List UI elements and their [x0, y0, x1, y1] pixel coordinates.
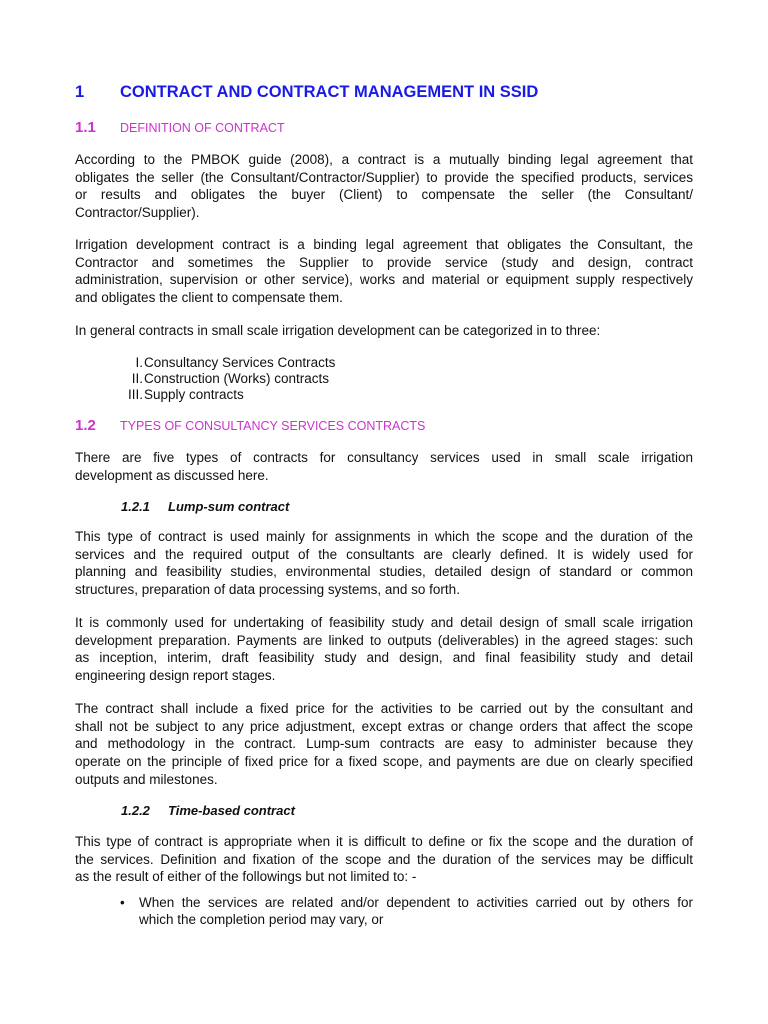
- paragraph-line: It is commonly used for undertaking of feasibility study and detail design of small scale irrigation: [75, 615, 693, 630]
- list-numeral: III.: [127, 387, 143, 402]
- paragraph-line: development preparation. Payments are linked to outputs (deliverables) in the agreed stages: such: [75, 632, 693, 648]
- paragraph-line: Contractor and sometimes the Supplier to provide service (study and design, contract: [75, 254, 693, 270]
- paragraph-line: and obligates the client to compensate them.: [75, 290, 343, 306]
- section-1-heading: [75, 83, 538, 102]
- bullet-text: [139, 895, 693, 928]
- list-item: [75, 387, 693, 403]
- paragraph-lump-sum-price: [75, 700, 693, 789]
- paragraph-categories-intro: [75, 322, 693, 340]
- paragraph-line: the services. Definition and fixation of the scope and the duration of the services may be difficult: [75, 851, 693, 867]
- section-title: DEFINITION OF CONTRACT: [120, 121, 285, 135]
- paragraph-line: structures, preparation of data processing systems, and so forth.: [75, 582, 460, 598]
- paragraph-line: Irrigation development contract is a binding legal agreement that obligates the Consultant, the: [75, 237, 693, 252]
- list-numeral: II.: [131, 371, 143, 386]
- list-item: [75, 371, 693, 387]
- list-item: [75, 355, 693, 371]
- paragraph-lump-sum-usage: [75, 528, 693, 599]
- list-text: Consultancy Services Contracts: [144, 355, 336, 370]
- list-text: Supply contracts: [144, 387, 244, 402]
- section-1-2-1-heading: [121, 499, 289, 514]
- section-title: Lump-sum contract: [168, 499, 290, 514]
- section-number: 1.2: [75, 417, 96, 434]
- paragraph-line: According to the PMBOK guide (2008), a contract is a mutually binding legal agreement that: [75, 152, 693, 167]
- list-text: Construction (Works) contracts: [144, 371, 330, 386]
- paragraph-line: services and the required output of the consultants are clearly defined. It is widely used for: [75, 546, 693, 562]
- paragraph-time-based: [75, 833, 693, 886]
- paragraph-line: This type of contract is used mainly for assignments in which the scope and the duration of the: [75, 529, 693, 544]
- paragraph-line: as inception, interim, draft feasibility study and design, and final feasibility study and detail: [75, 650, 693, 666]
- section-number: 1.2.2: [121, 803, 150, 818]
- paragraph-lump-sum-feasibility: [75, 614, 693, 685]
- paragraph-contract-definition: [75, 151, 693, 222]
- paragraph-line: engineering design report stages.: [75, 668, 276, 684]
- section-title: TYPES OF CONSULTANCY SERVICES CONTRACTS: [120, 419, 426, 433]
- paragraph-line: The contract shall include a fixed price for the activities to be carried out by the consultant and: [75, 701, 693, 716]
- section-number: 1: [75, 83, 85, 101]
- section-title: Time-based contract: [168, 803, 295, 818]
- paragraph-line: Contractor/Supplier).: [75, 205, 200, 221]
- paragraph-line: and methodology in the contract. Lump-sum contracts are easy to administer because they: [75, 736, 693, 752]
- paragraph-line: operate on the principle of fixed price for a fixed scope, and payments are due on clearly specified: [75, 754, 693, 770]
- paragraph-line: development as discussed here.: [75, 467, 269, 483]
- section-1-1-heading: [75, 119, 285, 137]
- paragraph-line: There are five types of contracts for consultancy services used in small scale irrigation: [75, 450, 693, 465]
- paragraph-line: outputs and milestones.: [75, 771, 218, 787]
- paragraph-line: In general contracts in small scale irrigation development can be categorized in to three:: [75, 323, 601, 338]
- paragraph-line: obligates the seller (the Consultant/Contractor/Supplier) to provide the specified products, services: [75, 169, 693, 185]
- section-number: 1.2.1: [121, 499, 150, 514]
- section-number: 1.1: [75, 119, 96, 136]
- paragraph-line: shall not be subject to any price adjustment, except extras or change orders that affect the scope: [75, 718, 693, 734]
- paragraph-line: planning and feasibility studies, environmental studies, detailed design of standard or common: [75, 564, 693, 580]
- contract-types-list: [75, 355, 693, 403]
- paragraph-line: as the result of either of the followings but not limited to: -: [75, 869, 417, 885]
- section-title: CONTRACT AND CONTRACT MANAGEMENT IN SSID: [120, 83, 539, 101]
- paragraph-line: administration, supervision or other service), works and material or equipment supply respectively: [75, 272, 693, 288]
- bullet-icon: •: [120, 895, 125, 910]
- paragraph-line: which the completion period may vary, or: [139, 911, 384, 927]
- paragraph-line: or results and obligates the buyer (Client) to compensate the seller (the Consultant/: [75, 187, 693, 203]
- section-1-2-2-heading: [121, 803, 295, 818]
- paragraph-line: This type of contract is appropriate when it is difficult to define or fix the scope and the duration of: [75, 834, 693, 849]
- paragraph-irrigation-contract: [75, 236, 693, 307]
- list-numeral: I.: [135, 355, 143, 370]
- paragraph-line: When the services are related and/or dependent to activities carried out by others for: [139, 895, 693, 910]
- section-1-2-heading: [75, 417, 425, 435]
- paragraph-consultancy-types: [75, 449, 693, 484]
